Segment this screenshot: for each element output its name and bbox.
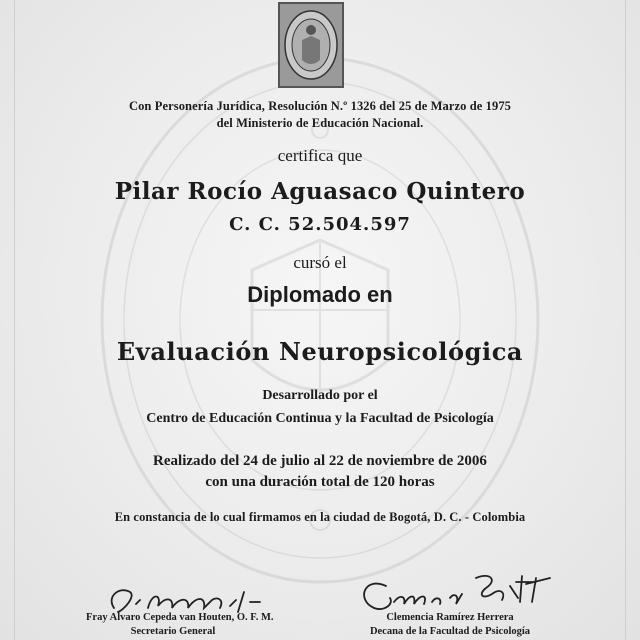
left-border xyxy=(14,0,15,640)
right-signer-title: Decana de la Facultad de Psicología xyxy=(369,626,531,637)
program-name: Evaluación Neuropsicológica xyxy=(116,337,524,366)
recipient-name: Pilar Rocío Aguasaco Quintero xyxy=(114,178,526,205)
recipient-id: C. C. 52.504.597 xyxy=(229,214,411,235)
certifica-text: certifica que xyxy=(277,146,363,165)
curso-text: cursó el xyxy=(293,253,347,272)
dates-line-2: con una duración total de 120 horas xyxy=(205,474,435,490)
developed-label: Desarrollado por el xyxy=(262,388,378,403)
university-seal-icon xyxy=(278,2,344,88)
right-signer-name: Clemencia Ramírez Herrera xyxy=(386,612,514,623)
header-line-1: Con Personería Jurídica, Resolución N.º 1326 del 25 de Marzo de 1975 xyxy=(128,99,512,113)
dates-line-1: Realizado del 24 de julio al 22 de noviembre de 2006 xyxy=(153,453,487,469)
left-signer-name: Fray Alvaro Cepeda van Houten, O. F. M. xyxy=(86,612,274,623)
right-signature xyxy=(350,568,560,618)
left-signer-title: Secretario General xyxy=(130,626,216,637)
right-border xyxy=(625,0,626,640)
constancia-text: En constancia de lo cual firmamos en la ciudad de Bogotá, D. C. - Colombia xyxy=(114,510,526,524)
developed-by: Centro de Educación Continua y la Facultad de Psicología xyxy=(146,411,494,426)
header-line-2: del Ministerio de Educación Nacional. xyxy=(216,116,424,130)
program-type: Diplomado en xyxy=(247,282,393,307)
